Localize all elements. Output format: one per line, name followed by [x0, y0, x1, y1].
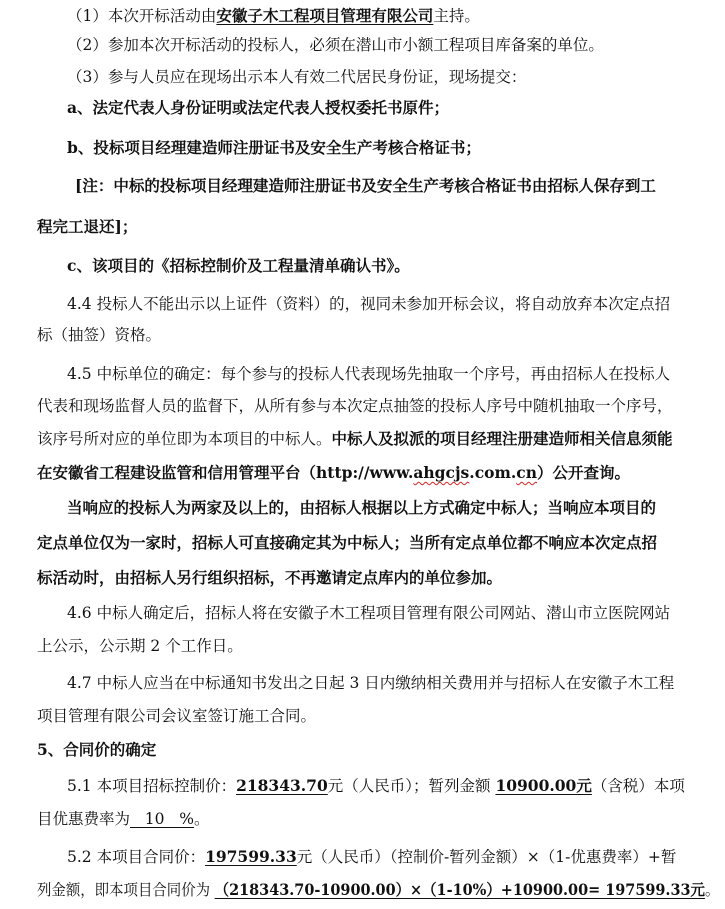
para-5-2-line-2-prefix: 列金额，即本项目合同价为: [37, 881, 215, 899]
discount-rate: 10 %: [130, 810, 195, 828]
item-3: （3）参与人员应在现场出示本人有效二代居民身份证，现场提交：: [67, 68, 527, 86]
item-c: c、该项目的《招标控制价及工程量清单确认书》。: [67, 256, 410, 275]
para-5-1-mid2: （含税）本项: [591, 777, 685, 795]
para-4-5-line-1: 4.5 中标单位的确定：每个参与的投标人代表现场先抽取一个序号，再由招标人在投标人: [67, 365, 671, 383]
note-line-2: 程完工退还]；: [37, 217, 138, 236]
item-1-prefix: （1）本次开标活动由: [67, 7, 217, 25]
para-5-2-line-2-suffix: 。: [704, 881, 720, 899]
para-4-5-line-3-bold: 中标人及拟派的项目经理注册建造师相关信息须能: [331, 429, 673, 448]
para-4-6-line-1: 4.6 中标人确定后，招标人将在安徽子木工程项目管理有限公司网站、潜山市立医院网站: [67, 604, 671, 622]
platform-url[interactable]: [316, 463, 537, 482]
para-4-4-line-2: 标（抽签）资格。: [37, 326, 162, 344]
para-4-5-line-3: [37, 429, 673, 449]
para-5-2-line-2: [37, 880, 719, 900]
section-5-heading: 5、合同价的确定: [37, 740, 157, 759]
para-5-1-line-2-suffix: 。: [194, 810, 210, 828]
contract-formula: （218343.70-10900.00）×（1-10%）+10900.00= 197599.33元: [214, 880, 705, 899]
url-part-a: http://www.: [316, 463, 414, 482]
bold-para-line-1: 当响应的投标人为两家及以上的，由招标人根据以上方式确定中标人；当响应本项目的: [67, 498, 657, 517]
contract-price: 197599.33: [205, 847, 297, 866]
host-company: 安徽子木工程项目管理有限公司: [216, 6, 434, 25]
provisional-amount: 10900.00元: [495, 776, 592, 795]
bold-para-line-3: 标活动时，由招标人另行组织招标，不再邀请定点库内的单位参加。: [37, 568, 503, 587]
para-5-1-line-2-prefix: 目优惠费率为: [37, 810, 131, 828]
note-line-1: [注：中标的投标项目经理建造师注册证书及安全生产考核合格证书由招标人保存到工: [75, 176, 656, 195]
item-1-suffix: 主持。: [433, 7, 480, 25]
para-4-7-line-1: 4.7 中标人应当在中标通知书发出之日起 3 日内缴纳相关费用并与招标人在安徽子木工程: [67, 674, 675, 692]
item-a: a、法定代表人身份证明或法定代表人授权委托书原件；: [67, 98, 450, 117]
para-4-4-line-1: 4.4 投标人不能出示以上证件（资料）的，视同未参加开标会议，将自动放弃本次定点招: [67, 295, 671, 313]
para-4-5-line-2: 代表和现场监督人员的监督下，从所有参与本次定点抽签的投标人序号中随机抽取一个序号，: [37, 397, 673, 415]
para-5-1-line-1: [67, 776, 685, 796]
para-5-1-line-2: [37, 809, 210, 829]
bold-para-line-2: 定点单位仅为一家时，招标人可直接确定其为中标人；当所有定点单位都不响应本次定点招: [37, 533, 658, 552]
platform-suffix: ）公开查询。: [537, 463, 631, 482]
url-part-d: cn: [516, 463, 537, 482]
para-4-5-line-3-normal: 该序号所对应的单位即为本项目的中标人。: [37, 430, 332, 448]
item-2: （2）参加本次开标活动的投标人，必须在潜山市小额工程项目库备案的单位。: [67, 36, 604, 54]
item-b: b、投标项目经理建造师注册证书及安全生产考核合格证书；: [67, 138, 481, 157]
url-part-b: ahgcjs: [413, 463, 470, 482]
url-part-c: .com.: [469, 463, 517, 482]
para-4-7-line-2: 项目管理有限公司会议室签订施工合同。: [37, 707, 317, 725]
para-5-2-line-1: [67, 847, 676, 867]
para-4-5-line-4: [37, 463, 630, 483]
para-5-1-prefix: 5.1 本项目招标控制价：: [67, 777, 237, 795]
platform-name: 在安徽省工程建设监管和信用管理平台（: [37, 463, 317, 482]
para-4-6-line-2: 上公示，公示期 2 个工作日。: [37, 637, 243, 655]
para-5-2-prefix: 5.2 本项目合同价：: [67, 848, 206, 866]
para-5-1-mid1: 元（人民币）；暂列金额: [327, 777, 496, 795]
para-5-2-mid: 元（人民币）（控制价-暂列金额）×（1-优惠费率）+暂: [296, 848, 677, 866]
control-price: 218343.70: [236, 776, 328, 795]
item-1: [67, 6, 480, 26]
